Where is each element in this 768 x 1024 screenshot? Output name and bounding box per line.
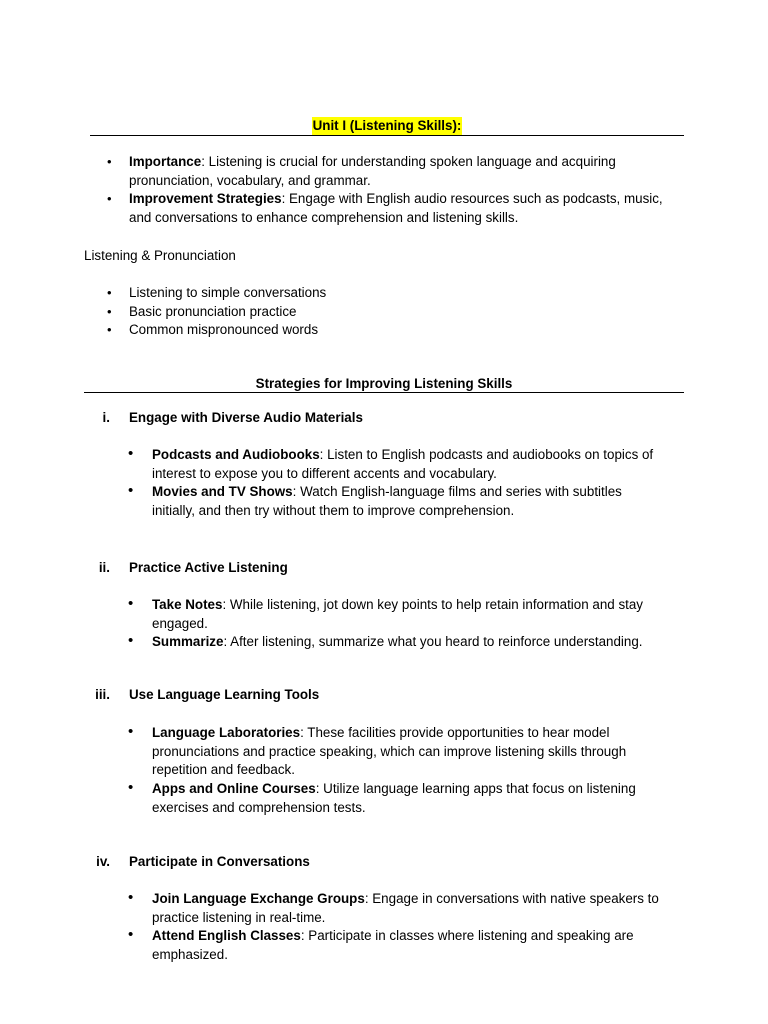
section-list — [128, 595, 692, 652]
bullet-icon: • — [107, 303, 112, 319]
section-title: Participate in Conversations — [129, 854, 310, 869]
list-item — [128, 632, 692, 652]
bullet-icon: • — [128, 926, 134, 944]
section-title: Engage with Diverse Audio Materials — [129, 410, 363, 425]
item-text: : While listening, jot down key points to help retain information and stay — [222, 597, 643, 612]
strategies-heading: Strategies for Improving Listening Skills — [255, 376, 513, 391]
list-item — [128, 482, 692, 520]
item-text: : Engage in conversations with native speakers to — [364, 891, 659, 906]
unit-title-wrap — [90, 117, 684, 136]
item-text: : These facilities provide opportunities to hear model — [300, 725, 610, 740]
section-numeral: i. — [102, 410, 110, 425]
item-text-cont: engaged. — [152, 615, 208, 631]
bullet-icon: • — [128, 632, 134, 650]
item-term: Take Notes — [152, 597, 223, 612]
section-numeral: iii. — [95, 687, 110, 702]
intro-list — [107, 153, 689, 228]
item-text: Basic pronunciation practice — [129, 303, 297, 319]
bullet-icon: • — [128, 889, 134, 906]
item-text: : Engage with English audio resources such as podcasts, music, — [281, 191, 663, 207]
item-term: Language Laboratories — [152, 725, 301, 740]
unit-title: Unit I (Listening Skills): — [312, 117, 463, 136]
list-item — [107, 321, 629, 340]
list-item — [128, 779, 692, 817]
list-item — [128, 889, 692, 927]
item-term: Improvement Strategies — [129, 191, 282, 207]
section-list — [128, 723, 692, 818]
list-item — [128, 595, 692, 633]
item-text: : After listening, summarize what you heard to reinforce understanding. — [223, 634, 643, 650]
item-text-cont: pronunciation, vocabulary, and grammar. — [129, 172, 371, 188]
bullet-icon: • — [128, 779, 134, 797]
item-text-cont: pronunciations and practice speaking, which can improve listening skills through — [152, 743, 627, 759]
list-item — [107, 284, 629, 303]
bullet-icon: • — [107, 191, 112, 207]
section-list — [128, 889, 692, 965]
item-term: Movies and TV Shows — [152, 484, 293, 500]
item-text: : Listen to English podcasts and audiobooks on topics of — [319, 447, 654, 462]
bullet-icon: • — [107, 154, 112, 169]
strategies-divider — [84, 392, 684, 393]
item-text: : Utilize language learning apps that focus on listening — [315, 781, 636, 797]
section-title: Use Language Learning Tools — [129, 687, 320, 702]
item-text: Common mispronounced words — [129, 322, 319, 338]
list-item — [128, 926, 692, 964]
bullet-icon: • — [128, 482, 134, 500]
list-item — [128, 445, 692, 483]
item-term: Attend English Classes — [152, 928, 301, 944]
bullet-icon: • — [128, 723, 134, 740]
item-text-cont: and conversations to enhance comprehension and listening skills. — [129, 210, 519, 226]
item-text: : Listening is crucial for understanding spoken language and acquiring — [201, 154, 616, 169]
title-divider — [90, 135, 684, 136]
section-title: Practice Active Listening — [129, 560, 288, 575]
item-text-cont: exercises and comprehension tests. — [152, 799, 366, 815]
item-text-cont: practice listening in real-time. — [152, 909, 326, 925]
item-text: : Watch English-language films and series with subtitles — [292, 484, 622, 500]
bullet-icon: • — [128, 595, 134, 612]
item-term: Join Language Exchange Groups — [152, 891, 365, 906]
item-term: Summarize — [152, 634, 224, 650]
section-numeral: iv. — [96, 854, 110, 869]
item-text-cont: initially, and then try without them to improve comprehension. — [152, 503, 515, 519]
list-item — [107, 190, 689, 227]
list-item — [128, 723, 692, 780]
list-item — [107, 303, 629, 322]
list-item — [107, 153, 689, 190]
item-text-cont: interest to expose you to different accents and vocabulary. — [152, 465, 497, 481]
item-term: Importance — [129, 154, 202, 169]
item-term: Apps and Online Courses — [152, 781, 316, 797]
bullet-icon: • — [107, 285, 112, 300]
item-term: Podcasts and Audiobooks — [152, 447, 320, 462]
item-text: : Participate in classes where listening and speaking are — [300, 928, 634, 944]
item-text: Listening to simple conversations — [129, 285, 327, 300]
bullet-icon: • — [107, 322, 112, 338]
item-text-cont: emphasized. — [152, 947, 228, 963]
bullet-icon: • — [128, 445, 134, 462]
section-list — [128, 445, 692, 521]
item-text-cont: repetition and feedback. — [152, 762, 295, 778]
section-numeral: ii. — [98, 560, 110, 575]
topic-list — [107, 284, 629, 340]
section-label: Listening & Pronunciation — [84, 248, 236, 263]
